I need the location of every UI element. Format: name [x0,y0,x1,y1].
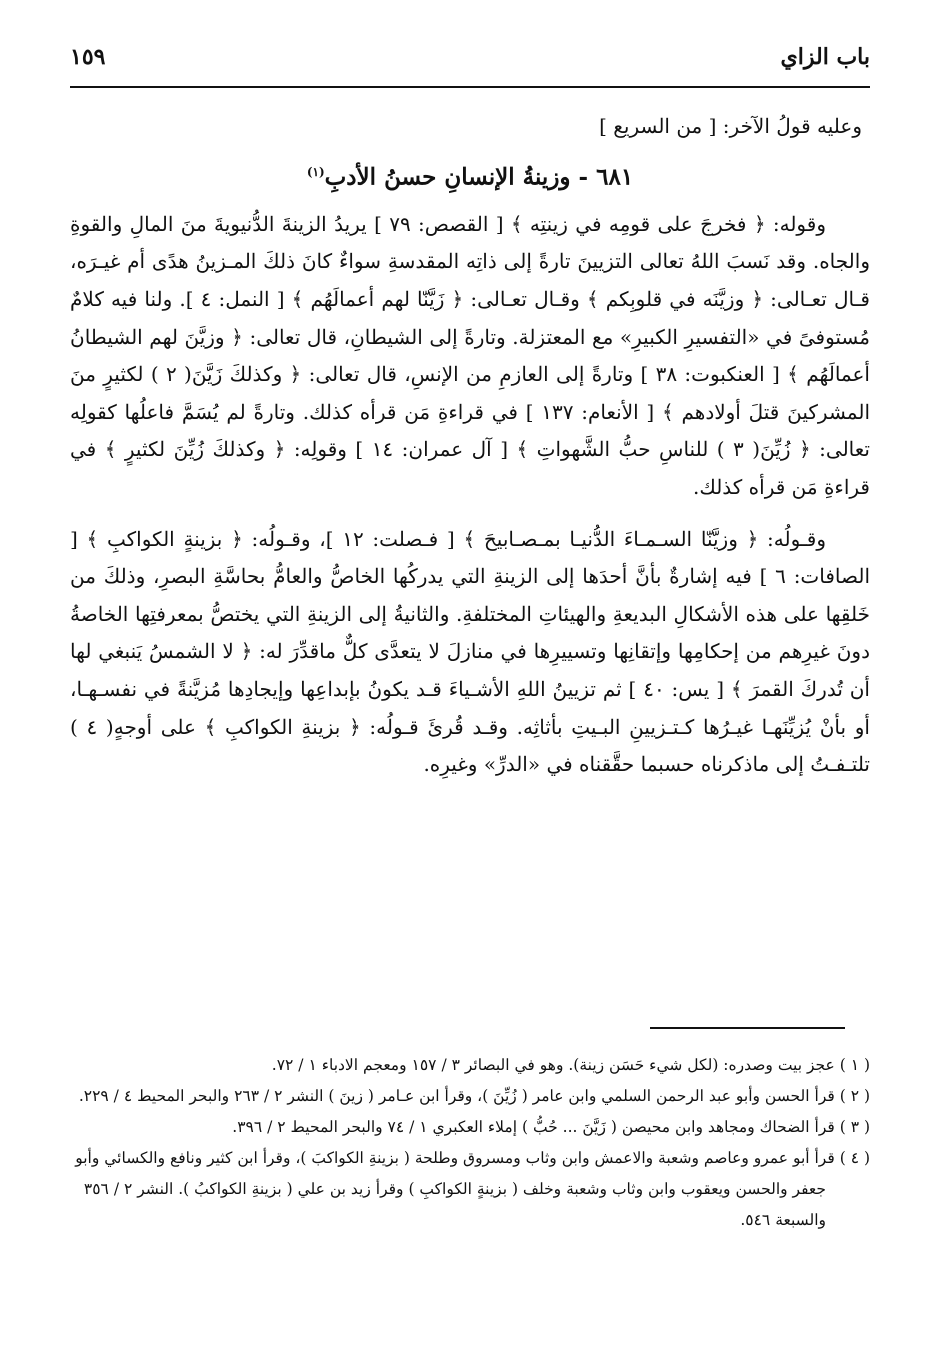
running-title: باب الزاي [780,44,870,70]
footnotes [70,1050,870,1236]
intro-line: وعليه قولُ الآخر: [ من السريع ] [599,114,862,138]
footnote: ( ١ ) عجز بيت وصدره: (لكل شيء حَسَن زينة). وهو في البصائر ٣ / ١٥٧ ومعجم الادباء ١ / ٧٢. [271,1056,870,1074]
entry-title: ٦٨١ - وزينةُ الإنسانِ حسنُ الأدبِ [324,163,634,191]
footnote-separator [650,1027,845,1029]
entry-heading [70,154,870,196]
page-header [70,40,870,88]
footnote: ( ٤ ) قرأ أبو عمرو وعاصم وشعبة والاعمش وابن وثاب ومسروق وطلحة ( بزينةِ الكواكبَ )، وقرأ ابن كثير ونافع والكسائي وأبو جعفر والحسن ويعقوب وابن وثاب وشعبة وخلف ( بزينةٍ الكواكبِ ) وقرأ زيد بن علي ( بزينةِ الكواكبُ ). النشر ٢ / ٣٥٦ والسبعة ٥٤٦. [75,1149,870,1229]
entry-note-ref: (١) [306,164,325,179]
footnote: ( ٢ ) قرأ الحسن وأبو عبد الرحمن السلمي وابن عامر ( زُيِّنَ )، وقرأ ابن عـامر ( زينَ ) النشر ٢ / ٢٦٣ والبحر المحيط ٤ / ٢٢٩. [78,1087,870,1105]
page-number: ١٥٩ [70,44,106,70]
main-text [70,108,870,784]
paragraph: وقـولُه: ﴿ وزيَّنّا السـمـاءَ الدُّنيـا بمـصـابيحَ ﴾ [ فـصلت: ١٢ ]، وقـولُه: ﴿ بزينةٍ الكواكبِ ﴾ [ الصافات: ٦ ] فيه إشارةٌ بأنَّ أحدَها إلى الزينةِ التي يدركُها الخاصُّ والعامُّ بحاسَّةِ البصرِ، وذلكَ من خَلقِها على هذه الأشكالِ البديعةِ والهيئاتِ المختلفةِ. والثانيةُ إلى الزينةِ التي يختصُّ بمعرفتِها الخاصةُ دونَ غيرِهم من إحكامِها وإتقانِها وتسييرِها في منازلَ لا يتعدَّى كلٌّ ماقدِّرَ له: ﴿ لا الشمسُ يَنبغي لها أن تُدركَ القمرَ ﴾ [ يس: ٤٠ ] ثم تزيينُ اللهِ الأشـياءَ قـد يكونُ بإبداعِها وإيجادِها مُزيَّنةً في نفسـهـا، أو بأنْ يُزيِّنَهـا غيـرُها كـتـزيينِ البـيتِ بأثاثِه. وقـد قُرئَ قـولُه: ﴿ بزينةِ الكواكبِ ﴾ على أوجهٍ( ٤ ) تلتـفـتُ إلى ماذكرناه حسبما حقَّقناه في «الدرِّ» وغيرِه. [70,526,871,777]
paragraph: وقوله: ﴿ فخرجَ على قومِه في زينتِه ﴾ [ القصص: ٧٩ ] يريدُ الزينةَ الدُّنيويةَ منَ المالِ والقوةِ والجاه. وقد نَسبَ اللهُ تعالى التزيينَ تارةً إلى ذاتِه المقدسةِ سواءٌ كانَ ذلكَ المـزينُ هدًى أم غيـرَه، قـال تعـالى: ﴿ وزيَّنَه في قلوبِكم ﴾ وقـال تعـالى: ﴿ زَيَّنّا لهم أعمالَهُم ﴾ [ النمل: ٤ ]. ولنا فيه كلامٌ مُستوفىً في «التفسيرِ الكبيرِ» مع المعتزلة. وتارةً إلى الشيطانِ، قال تعالى: ﴿ وزيَّنَ لهم الشيطانُ أعمالَهُم ﴾ [ العنكبوت: ٣٨ ] وتارةً إلى العازمِ من الإنسِ، قال تعالى: ﴿ وكذلكَ زَيَّنَ( ٢ ) لكثيرٍ منَ المشركينَ قتلَ أولادهم ﴾ [ الأنعام: ١٣٧ ] في قراءةِ مَن قرأه كذلك. وتارةً لم يُسَمَّ فاعلُها كقولِه تعالى: ﴿ زُيِّنَ( ٣ ) للناسِ حبُّ الشَّهواتِ ﴾ [ آل عمران: ١٤ ] وقولِه: ﴿ وكذلكَ زُيِّنَ لكثيرٍ ﴾ في قراءةِ مَن قرأه كذلك. [70,211,870,499]
footnote: ( ٣ ) قرأ الضحاك ومجاهد وابن محيصن ( زَيَّنَ ... حُبُّ ) إملاء العكبري ١ / ٧٤ والبحر المحيط ٢ / ٣٩٦. [232,1118,870,1136]
